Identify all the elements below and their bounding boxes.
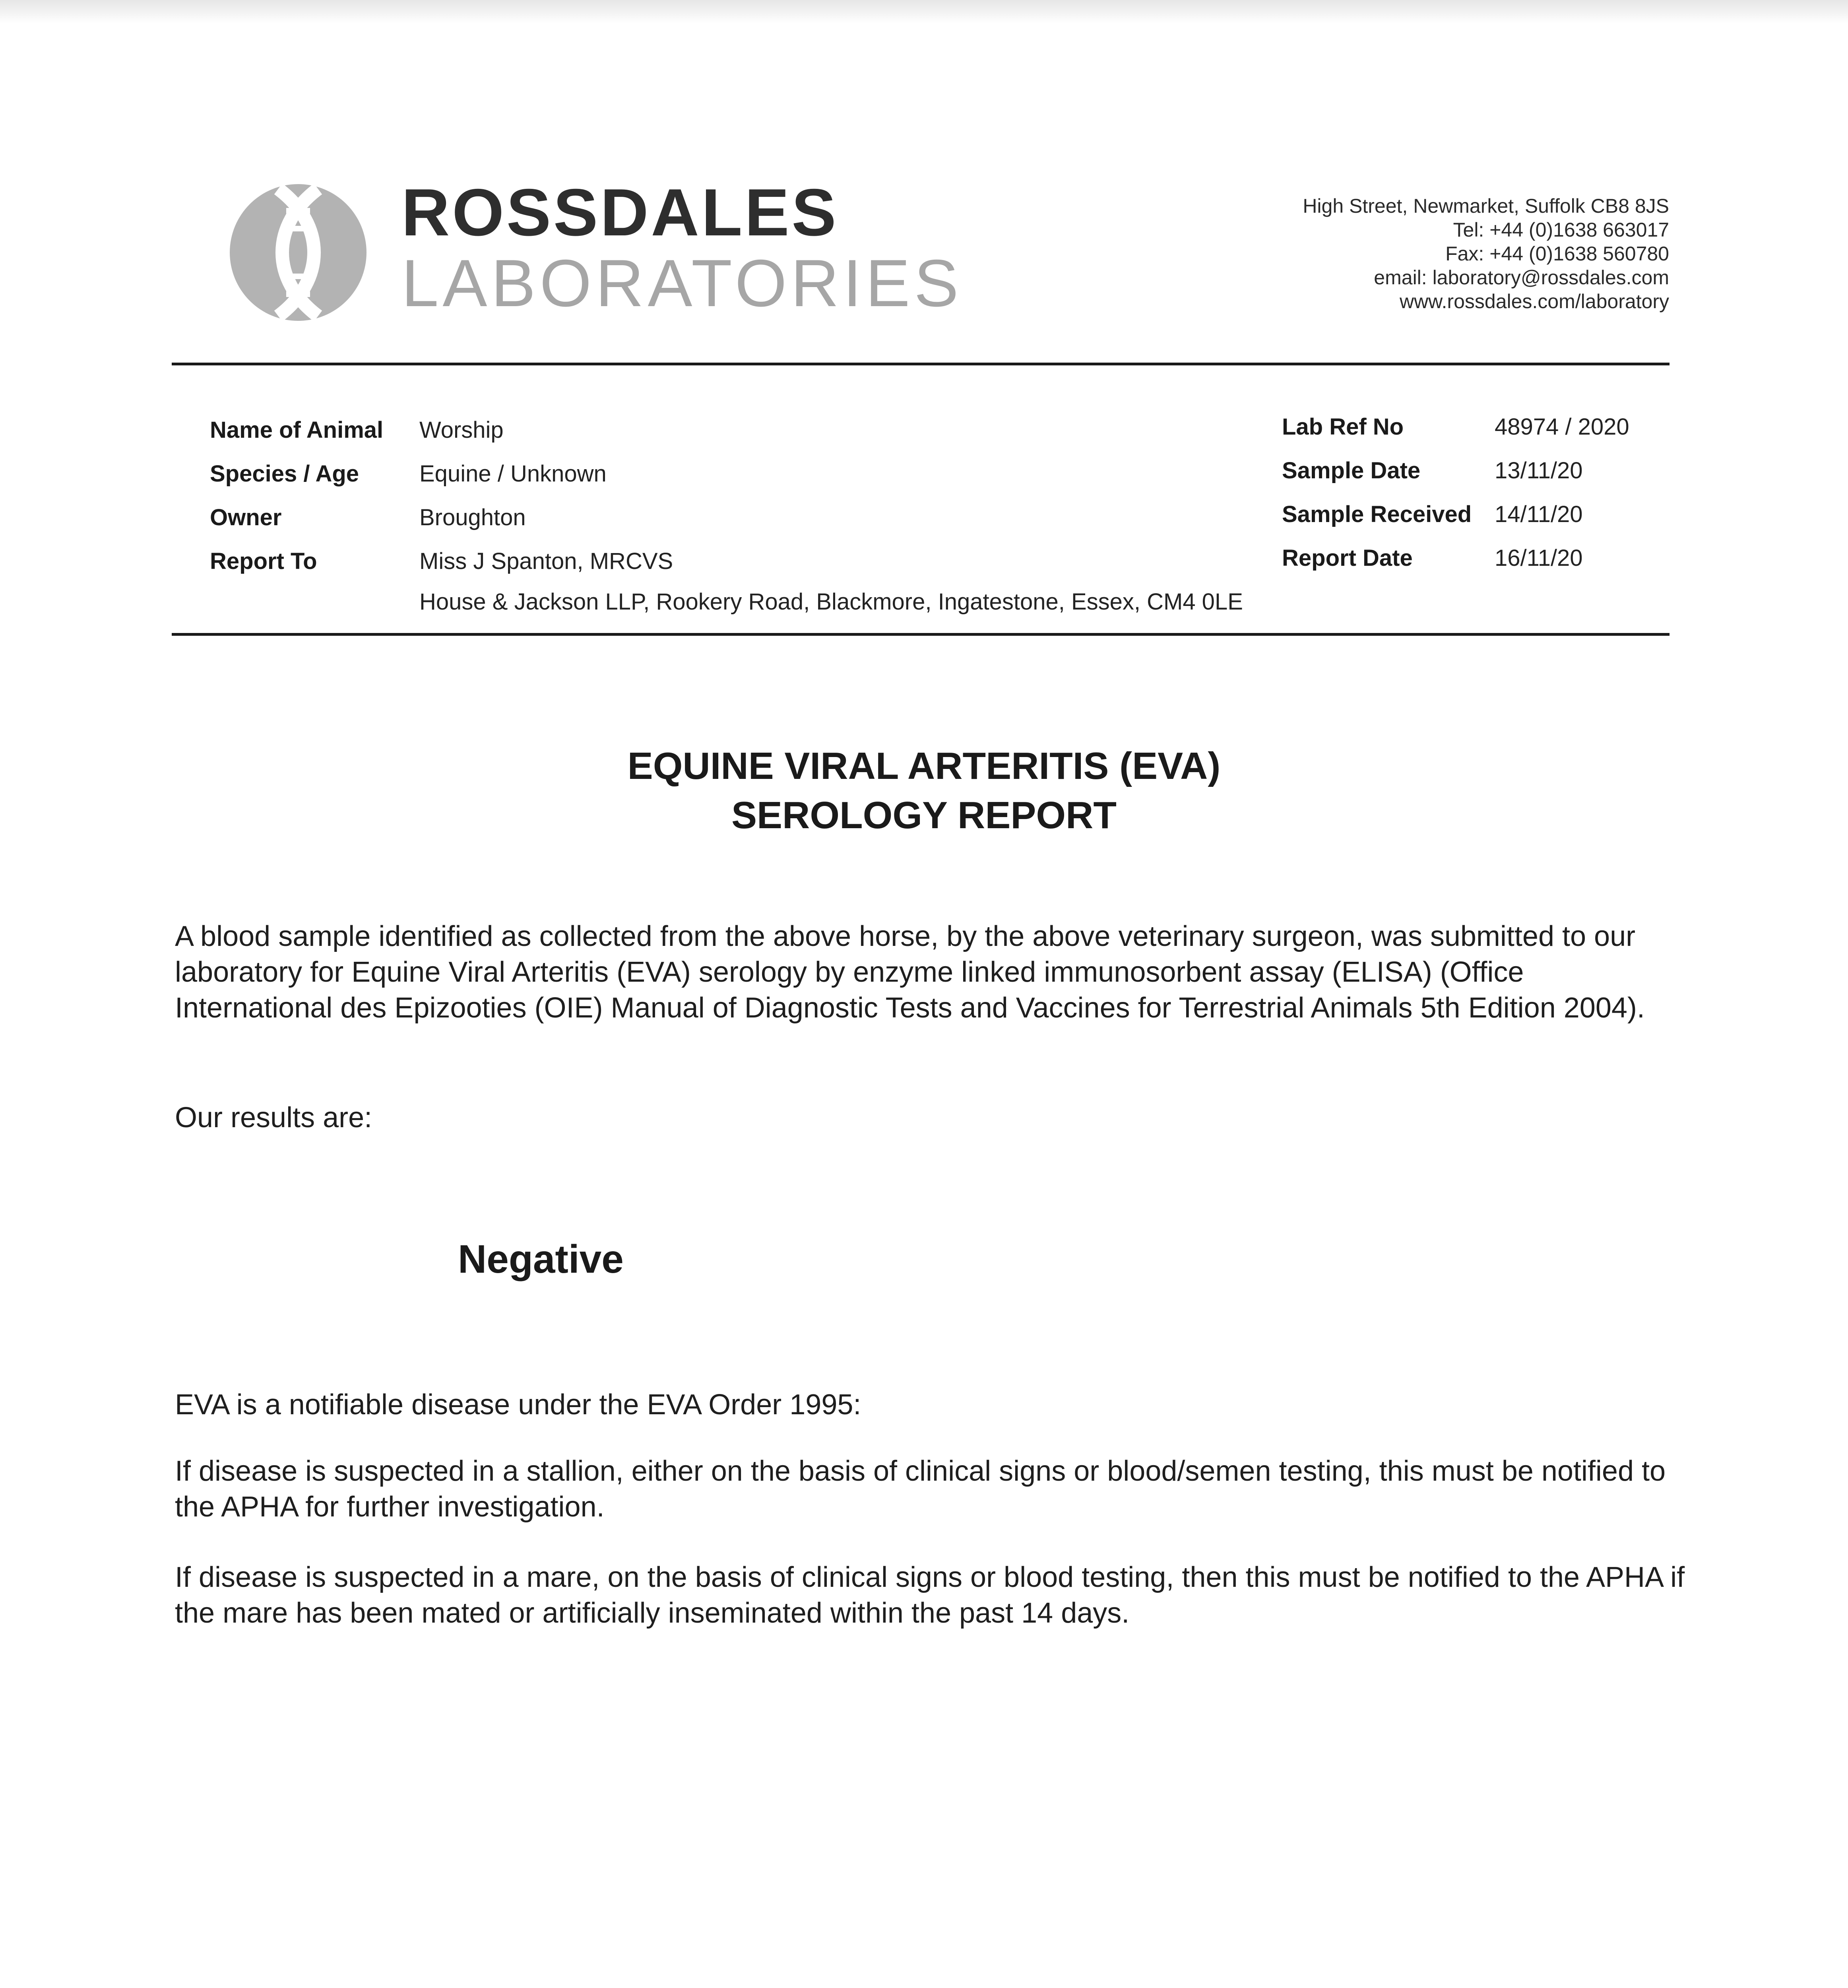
brand-subtitle: LABORATORIES [401,246,963,320]
label-sample-received: Sample Received [1282,501,1472,527]
value-species-age: Equine / Unknown [419,461,607,487]
label-name-of-animal: Name of Animal [210,417,384,443]
label-report-date: Report Date [1282,545,1413,571]
dna-helix-icon [227,181,370,324]
result-value: Negative [458,1237,624,1281]
value-lab-ref-no: 48974 / 2020 [1495,414,1629,440]
value-report-date: 16/11/20 [1495,545,1583,571]
label-sample-date: Sample Date [1282,458,1421,483]
value-sample-date: 13/11/20 [1495,458,1583,483]
value-sample-received: 14/11/20 [1495,501,1583,527]
brand-name: ROSSDALES [401,175,839,250]
label-owner: Owner [210,505,282,530]
details-divider [172,633,1670,636]
label-lab-ref-no: Lab Ref No [1282,414,1404,440]
label-report-to: Report To [210,548,317,574]
contact-email: email: laboratory@rossdales.com [1374,266,1669,289]
value-owner: Broughton [419,505,526,530]
report-title-line2: SEROLOGY REPORT [731,794,1117,837]
value-report-to: Miss J Spanton, MRCVS [419,548,673,574]
contact-block [1303,194,1669,313]
value-name-of-animal: Worship [419,417,504,443]
contact-website: www.rossdales.com/laboratory [1399,290,1669,313]
mare-note: If disease is suspected in a mare, on the basis of clinical signs or blood testing, then this must be notified to the APHA if the mare has been mated or artificially inseminated within the past 14 days. [175,1561,1685,1629]
contact-address: High Street, Newmarket, Suffolk CB8 8JS [1303,195,1669,217]
notifiable-notice: EVA is a notifiable disease under the EVA Order 1995: [175,1389,861,1421]
scan-shadow [0,0,1848,24]
stallion-note: If disease is suspected in a stallion, either on the basis of clinical signs or blood/semen testing, this must be notified to the APHA for further investigation. [175,1455,1666,1523]
report-title [0,742,1848,840]
report-title-line1: EQUINE VIRAL ARTERITIS (EVA) [627,745,1221,787]
value-report-to-address: House & Jackson LLP, Rookery Road, Blackmore, Ingatestone, Essex, CM4 0LE [419,589,1243,615]
contact-fax: Fax: +44 (0)1638 560780 [1445,243,1669,265]
header-divider [172,363,1670,365]
label-species-age: Species / Age [210,461,359,487]
contact-tel: Tel: +44 (0)1638 663017 [1453,219,1669,241]
intro-paragraph: A blood sample identified as collected from the above horse, by the above veterinary surgeon, was submitted to our laboratory for Equine Viral Arteritis (EVA) serology by enzyme linked immunosorbent assay (ELISA) (Office International des Epizooties (OIE) Manual of Diagnostic Tests and Vaccines for Terrestrial Animals 5th Edition 2004). [175,920,1645,1024]
results-lead: Our results are: [175,1102,372,1134]
